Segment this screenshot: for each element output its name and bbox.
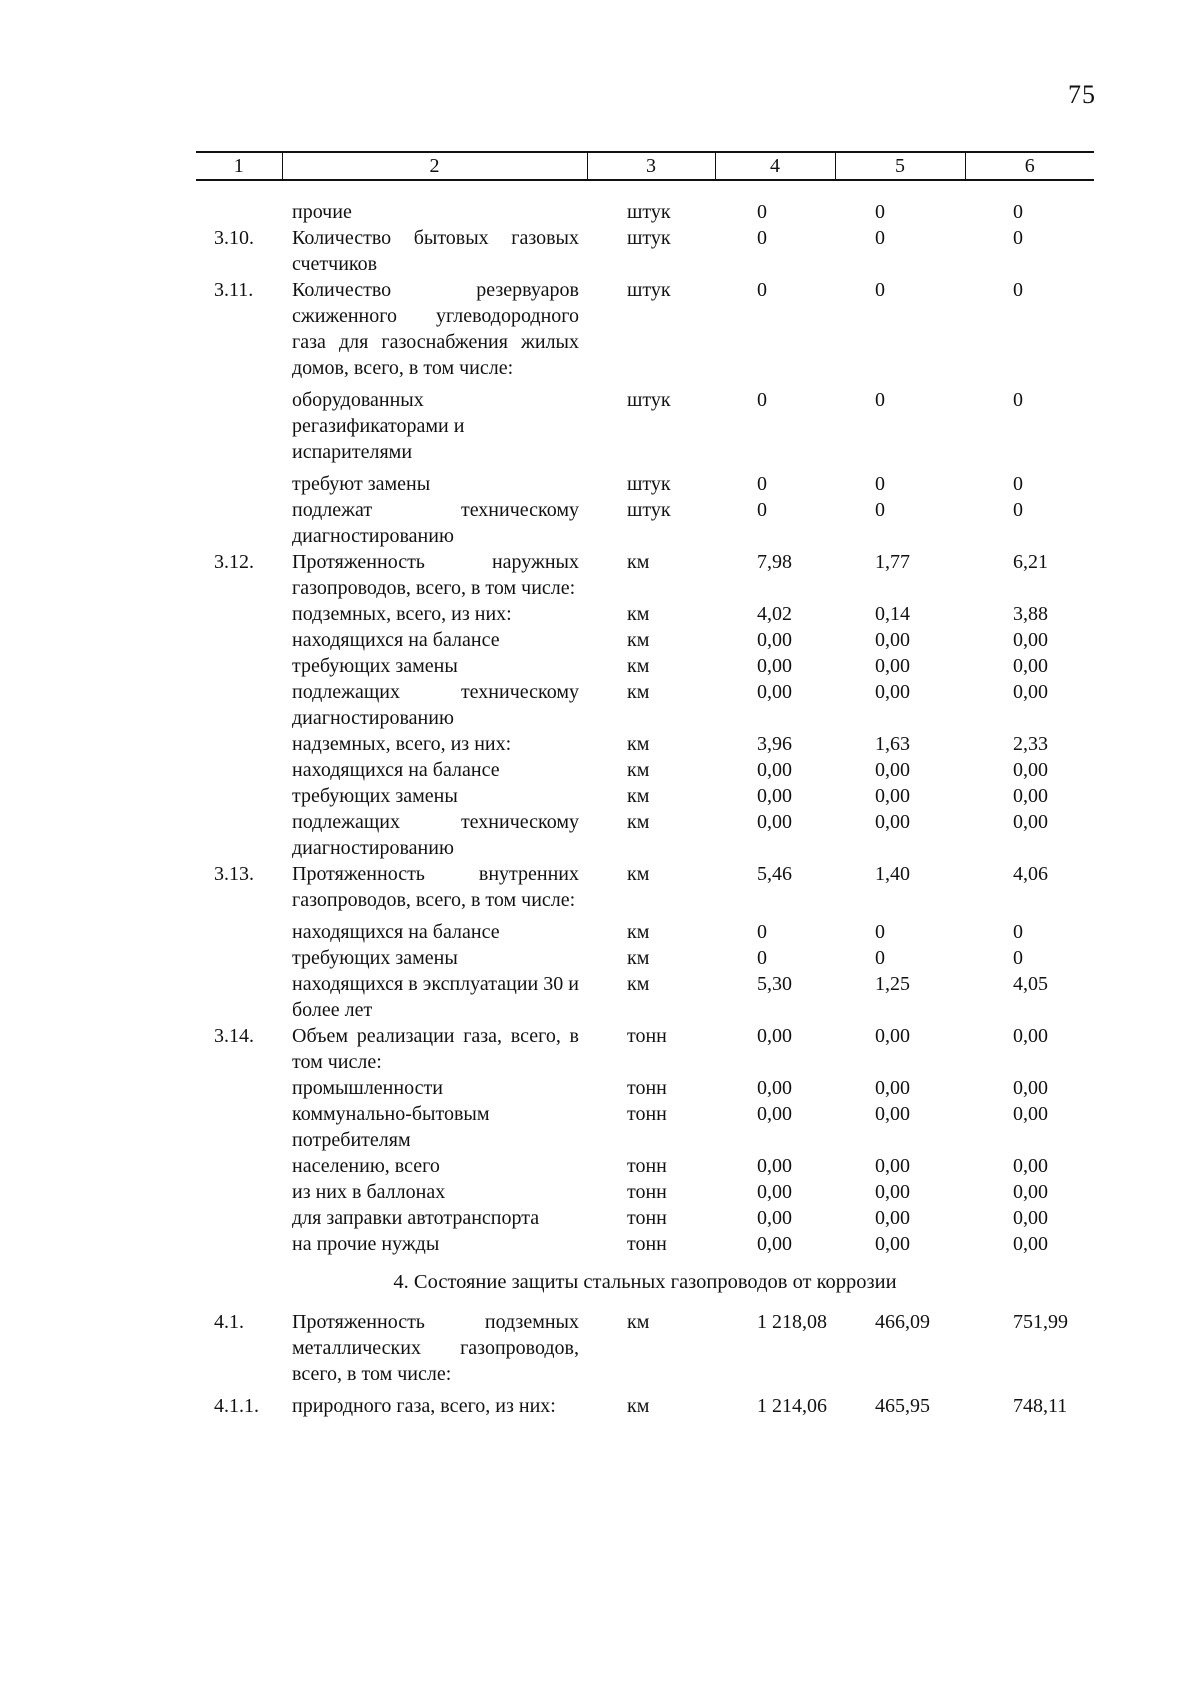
row-unit: штук — [627, 279, 671, 301]
row-value-col5: 0 — [875, 389, 885, 411]
row-value-col4: 3,96 — [757, 733, 792, 755]
row-value-col4: 0,00 — [757, 1077, 792, 1099]
page-number: 75 — [1068, 80, 1096, 109]
row-description: Количество бытовых газовых счетчиков — [292, 227, 579, 275]
row-description: требуют замены — [292, 473, 431, 495]
row-description: на прочие нужды — [292, 1233, 440, 1255]
row-unit: км — [627, 655, 650, 677]
table-row — [196, 945, 1094, 971]
table-row — [196, 861, 1094, 913]
row-description: коммунально-бытовым потребителям — [292, 1103, 490, 1151]
row-number — [196, 653, 282, 679]
row-value-col6: 0,00 — [1013, 1155, 1048, 1177]
row-value-col5: 1,40 — [875, 863, 910, 885]
row-unit: тонн — [627, 1155, 667, 1177]
row-value-col4: 0,00 — [757, 629, 792, 651]
row-number — [196, 1179, 282, 1205]
row-value-col4: 5,46 — [757, 863, 792, 885]
row-description: Объем реализации газа, всего, в том числе: — [292, 1025, 579, 1073]
row-number — [196, 679, 282, 731]
row-value-col5: 0,00 — [875, 1207, 910, 1229]
row-value-col4: 4,02 — [757, 603, 792, 625]
row-description: находящихся на балансе — [292, 921, 500, 943]
row-value-col4: 0 — [757, 499, 767, 521]
row-unit: км — [627, 681, 650, 703]
row-value-col4: 0 — [757, 201, 767, 223]
table-row — [196, 783, 1094, 809]
row-value-col6: 0,00 — [1013, 759, 1048, 781]
row-value-col4: 0,00 — [757, 1233, 792, 1255]
row-unit: штук — [627, 499, 671, 521]
column-header-2: 2 — [282, 152, 587, 180]
column-header-6: 6 — [965, 152, 1094, 180]
row-value-col6: 0 — [1013, 473, 1023, 495]
row-value-col5: 0,00 — [875, 759, 910, 781]
row-value-col6: 0,00 — [1013, 655, 1048, 677]
table-row — [196, 601, 1094, 627]
table-row — [196, 549, 1094, 601]
row-number — [196, 601, 282, 627]
row-unit: км — [627, 603, 650, 625]
row-number: 3.14. — [214, 1025, 254, 1047]
row-description: Количество резервуаров сжиженного углеводородного газа для газоснабжения жилых домов, всего, в том числе: — [292, 279, 579, 379]
row-description: Протяженность наружных газопроводов, всего, в том числе: — [292, 551, 579, 599]
row-description: надземных, всего, из них: — [292, 733, 512, 755]
row-number — [196, 783, 282, 809]
row-value-col5: 1,63 — [875, 733, 910, 755]
row-value-col5: 0 — [875, 279, 885, 301]
row-number — [196, 381, 282, 465]
table-row — [196, 277, 1094, 381]
row-value-col6: 0,00 — [1013, 681, 1048, 703]
row-unit: км — [627, 551, 650, 573]
row-value-col5: 0,00 — [875, 785, 910, 807]
row-value-col6: 0,00 — [1013, 629, 1048, 651]
row-value-col5: 0,00 — [875, 1025, 910, 1047]
row-description: из них в баллонах — [292, 1181, 446, 1203]
row-value-col6: 0 — [1013, 279, 1023, 301]
table-row — [196, 757, 1094, 783]
row-description: подземных, всего, из них: — [292, 603, 512, 625]
row-description: Протяженность подземных металлических газопроводов, всего, в том числе: — [292, 1311, 579, 1385]
row-value-col5: 1,25 — [875, 973, 910, 995]
row-value-col4: 0,00 — [757, 655, 792, 677]
table-row — [196, 1179, 1094, 1205]
row-number — [196, 1231, 282, 1257]
row-number: 3.10. — [214, 227, 254, 249]
row-number — [196, 199, 282, 225]
row-description: Протяженность внутренних газопроводов, всего, в том числе: — [292, 863, 579, 911]
table-row — [196, 627, 1094, 653]
row-value-col6: 751,99 — [1013, 1311, 1068, 1333]
row-value-col6: 0 — [1013, 227, 1023, 249]
row-description: промышленности — [292, 1077, 443, 1099]
row-description: находящихся на балансе — [292, 629, 500, 651]
row-number — [196, 1153, 282, 1179]
row-value-col4: 0,00 — [757, 759, 792, 781]
table-row — [196, 1075, 1094, 1101]
section-heading-row — [196, 1257, 1094, 1309]
row-number — [196, 497, 282, 549]
row-description: оборудованных регазификаторами и испарителями — [292, 389, 465, 463]
row-value-col5: 0 — [875, 499, 885, 521]
row-value-col4: 5,30 — [757, 973, 792, 995]
row-value-col6: 748,11 — [1013, 1395, 1068, 1417]
row-unit: км — [627, 733, 650, 755]
table-row — [196, 913, 1094, 945]
row-unit: тонн — [627, 1103, 667, 1125]
table-row — [196, 1205, 1094, 1231]
data-table — [196, 151, 1094, 1419]
table-row — [196, 199, 1094, 225]
row-unit: км — [627, 785, 650, 807]
row-value-col4: 0 — [757, 947, 767, 969]
row-number — [196, 627, 282, 653]
row-unit: тонн — [627, 1077, 667, 1099]
row-value-col4: 1 214,06 — [757, 1395, 827, 1417]
row-unit: тонн — [627, 1207, 667, 1229]
row-value-col5: 465,95 — [875, 1395, 930, 1417]
row-value-col5: 0 — [875, 227, 885, 249]
table-row — [196, 1101, 1094, 1153]
row-description: находящихся в эксплуатации 30 и более лет — [292, 973, 579, 1021]
row-number — [196, 1205, 282, 1231]
row-unit: штук — [627, 473, 671, 495]
row-unit: км — [627, 863, 650, 885]
row-value-col6: 6,21 — [1013, 551, 1048, 573]
table-row — [196, 1153, 1094, 1179]
row-unit: тонн — [627, 1233, 667, 1255]
row-value-col6: 2,33 — [1013, 733, 1048, 755]
row-value-col5: 0,00 — [875, 1155, 910, 1177]
row-description: требующих замены — [292, 947, 458, 969]
table-row — [196, 465, 1094, 497]
row-value-col5: 0,00 — [875, 1181, 910, 1203]
row-unit: км — [627, 973, 650, 995]
row-number — [196, 945, 282, 971]
row-value-col6: 3,88 — [1013, 603, 1048, 625]
row-unit: км — [627, 1395, 650, 1417]
row-value-col6: 0,00 — [1013, 811, 1048, 833]
row-value-col4: 0,00 — [757, 681, 792, 703]
row-value-col4: 0 — [757, 389, 767, 411]
row-value-col5: 0 — [875, 201, 885, 223]
row-value-col5: 0,00 — [875, 1233, 910, 1255]
row-description: подлежат техническому диагностированию — [292, 499, 579, 547]
row-value-col4: 0,00 — [757, 1025, 792, 1047]
row-unit: штук — [627, 227, 671, 249]
row-number — [196, 809, 282, 861]
row-description: прочие — [292, 201, 352, 223]
row-value-col5: 466,09 — [875, 1311, 930, 1333]
table-row — [196, 653, 1094, 679]
row-value-col5: 0 — [875, 473, 885, 495]
row-number: 3.12. — [214, 551, 254, 573]
table-row — [196, 731, 1094, 757]
row-value-col6: 0 — [1013, 921, 1023, 943]
row-number: 4.1. — [214, 1311, 244, 1333]
row-value-col6: 0 — [1013, 201, 1023, 223]
row-value-col6: 4,05 — [1013, 973, 1048, 995]
column-header-1: 1 — [196, 152, 282, 180]
column-header-5: 5 — [835, 152, 965, 180]
row-value-col5: 0,00 — [875, 655, 910, 677]
row-value-col5: 0,00 — [875, 681, 910, 703]
row-number — [196, 757, 282, 783]
row-number — [196, 1075, 282, 1101]
row-value-col5: 0 — [875, 921, 885, 943]
row-number — [196, 465, 282, 497]
row-value-col6: 0 — [1013, 499, 1023, 521]
row-unit: км — [627, 1311, 650, 1333]
row-unit: штук — [627, 201, 671, 223]
table-row — [196, 1231, 1094, 1257]
column-header-3: 3 — [587, 152, 715, 180]
row-value-col6: 0 — [1013, 947, 1023, 969]
row-number — [196, 971, 282, 1023]
table-row — [196, 679, 1094, 731]
row-value-col4: 0,00 — [757, 1181, 792, 1203]
row-value-col4: 1 218,08 — [757, 1311, 827, 1333]
table-row — [196, 225, 1094, 277]
row-number — [196, 913, 282, 945]
table-row — [196, 971, 1094, 1023]
row-description: находящихся на балансе — [292, 759, 500, 781]
row-value-col6: 0,00 — [1013, 1207, 1048, 1229]
row-value-col4: 0,00 — [757, 1103, 792, 1125]
row-unit: тонн — [627, 1025, 667, 1047]
row-unit: км — [627, 629, 650, 651]
column-header-4: 4 — [715, 152, 835, 180]
row-number: 4.1.1. — [214, 1395, 259, 1417]
row-value-col6: 0 — [1013, 389, 1023, 411]
row-description: подлежащих техническому диагностированию — [292, 681, 579, 729]
row-unit: штук — [627, 389, 671, 411]
row-description: подлежащих техническому диагностированию — [292, 811, 579, 859]
row-value-col4: 0,00 — [757, 811, 792, 833]
table-body — [196, 180, 1094, 1419]
row-value-col5: 0,14 — [875, 603, 910, 625]
row-value-col4: 0,00 — [757, 785, 792, 807]
row-description: требующих замены — [292, 785, 458, 807]
table-row — [196, 1309, 1094, 1387]
table-row — [196, 1023, 1094, 1075]
row-unit: км — [627, 811, 650, 833]
row-value-col6: 0,00 — [1013, 1103, 1048, 1125]
row-number — [196, 731, 282, 757]
row-number: 3.11. — [214, 279, 254, 301]
row-value-col4: 0,00 — [757, 1155, 792, 1177]
row-value-col4: 0 — [757, 921, 767, 943]
table-row — [196, 497, 1094, 549]
row-unit: км — [627, 921, 650, 943]
row-description: требующих замены — [292, 655, 458, 677]
row-value-col6: 0,00 — [1013, 1025, 1048, 1047]
row-value-col4: 0,00 — [757, 1207, 792, 1229]
row-value-col5: 0,00 — [875, 629, 910, 651]
row-value-col6: 0,00 — [1013, 1181, 1048, 1203]
row-value-col5: 0,00 — [875, 1103, 910, 1125]
row-unit: км — [627, 759, 650, 781]
row-value-col6: 0,00 — [1013, 1077, 1048, 1099]
section-heading: 4. Состояние защиты стальных газопроводов от коррозии — [393, 1271, 897, 1293]
row-description: природного газа, всего, из них: — [292, 1395, 556, 1417]
row-description: для заправки автотранспорта — [292, 1207, 540, 1229]
table-row — [196, 1387, 1094, 1419]
row-value-col5: 0 — [875, 947, 885, 969]
row-value-col6: 4,06 — [1013, 863, 1048, 885]
table-row — [196, 809, 1094, 861]
row-value-col4: 0 — [757, 279, 767, 301]
row-value-col6: 0,00 — [1013, 1233, 1048, 1255]
table-row — [196, 381, 1094, 465]
row-value-col4: 0 — [757, 473, 767, 495]
row-description: населению, всего — [292, 1155, 440, 1177]
row-unit: км — [627, 947, 650, 969]
row-number — [196, 1101, 282, 1153]
row-unit: тонн — [627, 1181, 667, 1203]
row-value-col4: 0 — [757, 227, 767, 249]
row-value-col5: 0,00 — [875, 811, 910, 833]
row-value-col5: 1,77 — [875, 551, 910, 573]
table-header — [196, 152, 1094, 180]
row-number: 3.13. — [214, 863, 254, 885]
row-value-col6: 0,00 — [1013, 785, 1048, 807]
row-value-col4: 7,98 — [757, 551, 792, 573]
row-value-col5: 0,00 — [875, 1077, 910, 1099]
